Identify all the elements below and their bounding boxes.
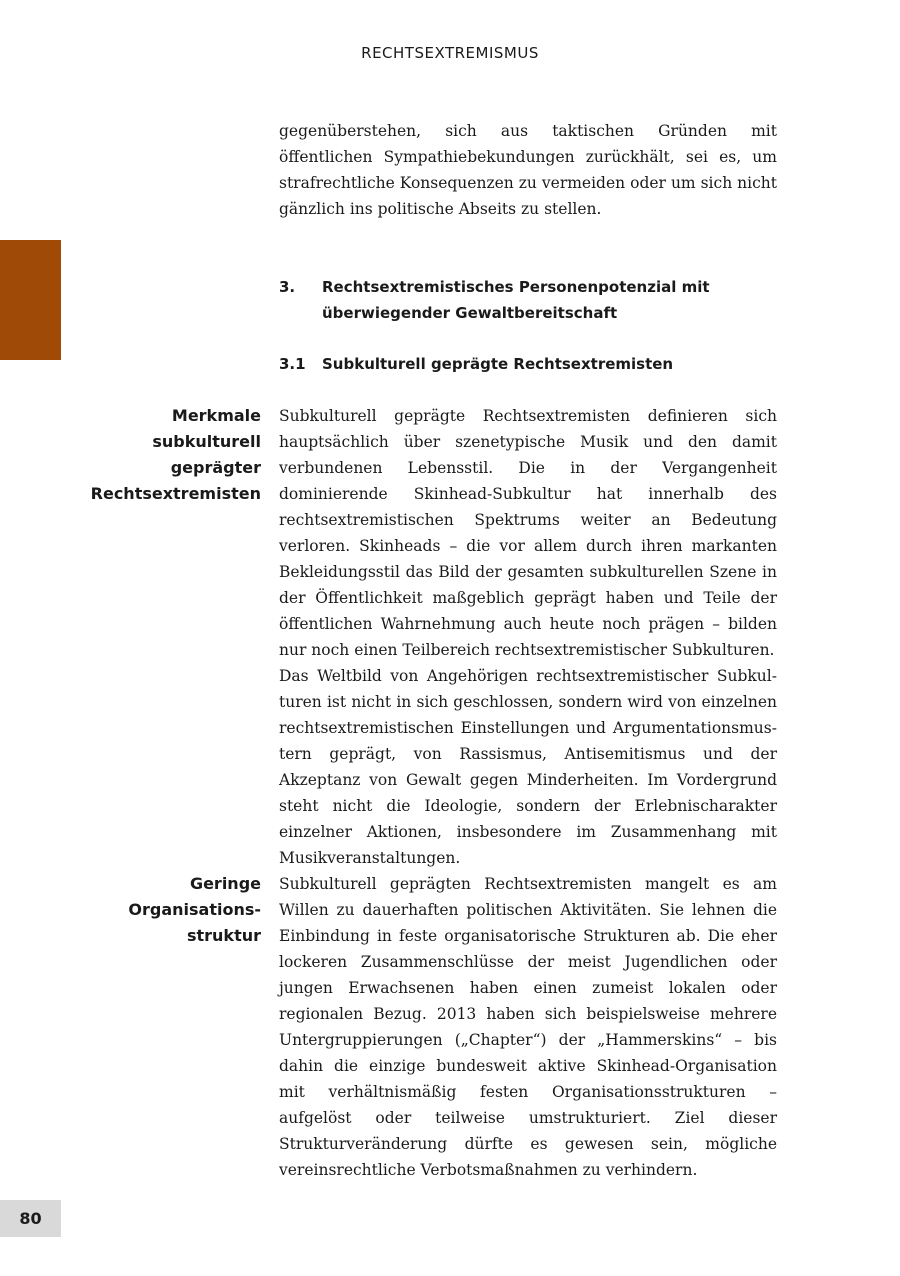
running-header: RECHTSEXTREMISMUS (361, 44, 539, 62)
section-heading-3 (279, 274, 779, 326)
subsection-title: Subkulturell geprägte Rechtsextremisten (322, 355, 674, 373)
marginal-line: Organisations- (128, 900, 261, 919)
paragraph-organisationsstruktur: Subkulturell geprägten Rechtsextremisten mangelt es am Willen zu dauerhaften politischen Aktivitäten. Sie lehnen die Einbindung in feste organisatorische Strukturen ab. Die eher lockeren Zusammenschlüsse der meist Jugendlichen oder jungen Erwachsenen haben einen zumeist lokalen oder regionalen Bezug. 2013 haben sich beispielsweise mehrere Untergruppierungen („Chapter“) der „Hammerskins“ – bis dahin die einzige bundesweit aktive Skinhead-Organisation mit verhältnismäßig festen Organisationsstrukturen – aufgelöst oder teilweise umstrukturiert. Ziel dieser Strukturveränderung dürfte es gewesen sein, mögliche vereinsrechtliche Verbotsmaßnahmen zu verhindern. (279, 875, 777, 1179)
paragraph-subkulturell: Subkulturell geprägte Rechtsextremisten definieren sich hauptsächlich über szenetypische Musik und den damit verbundenen Lebensstil. Die in der Vergangenheit dominierende Skinhead-Subkultur hat innerhalb des rechtsextremistischen Spektrums weiter an Bedeutung verloren. Skinheads – die vor allem durch ihren markanten Bekleidungsstil das Bild der gesamten subkulturellen Szene in der Öffentlichkeit maßgeblich geprägt haben und Teile der öffentlichen Wahrnehmung auch heute noch prägen – bilden nur noch einen Teilbereich rechtsextremistischer Subkulturen. (279, 407, 777, 659)
marginal-line: struktur (186, 926, 261, 945)
marginal-line: Geringe (189, 874, 261, 893)
marginal-note-merkmale (61, 403, 261, 507)
marginal-line: Merkmale (171, 406, 261, 425)
marginal-line: subkulturell (152, 432, 261, 451)
page-number: 80 (0, 1200, 61, 1237)
marginal-note-organisationsstruktur (61, 871, 261, 949)
section-heading-3-1 (279, 351, 779, 377)
section-title: Rechtsextremistisches Personenpotenzial mit überwiegender Gewaltbereitschaft (322, 278, 710, 322)
chapter-side-tab (0, 240, 61, 360)
intro-paragraph: gegenüberstehen, sich aus taktischen Gründen mit öffentlichen Sympathiebekundungen zurückhält, sei es, um strafrechtliche Konsequenzen zu vermeiden oder um sich nicht gänzlich ins politische Abseits zu stellen. (279, 122, 777, 218)
subsection-number: 3.1 (279, 355, 306, 373)
section-number: 3. (279, 278, 296, 296)
marginal-line: Rechtsextremisten (90, 484, 261, 503)
paragraph-weltbild: Das Weltbild von Angehörigen rechtsextremistischer Subkulturen ist nicht in sich geschlossen, sondern wird von einzelnen rechtsextremistischen Einstellungen und Argumentationsmustern geprägt, von Rassismus, Antisemitismus und der Akzeptanz von Gewalt gegen Minderheiten. Im Vordergrund steht nicht die Ideologie, sondern der Erlebnischarakter einzelner Aktionen, insbesondere im Zusammenhang mit Musikveranstaltungen. (279, 667, 777, 867)
marginal-line: geprägter (170, 458, 261, 477)
